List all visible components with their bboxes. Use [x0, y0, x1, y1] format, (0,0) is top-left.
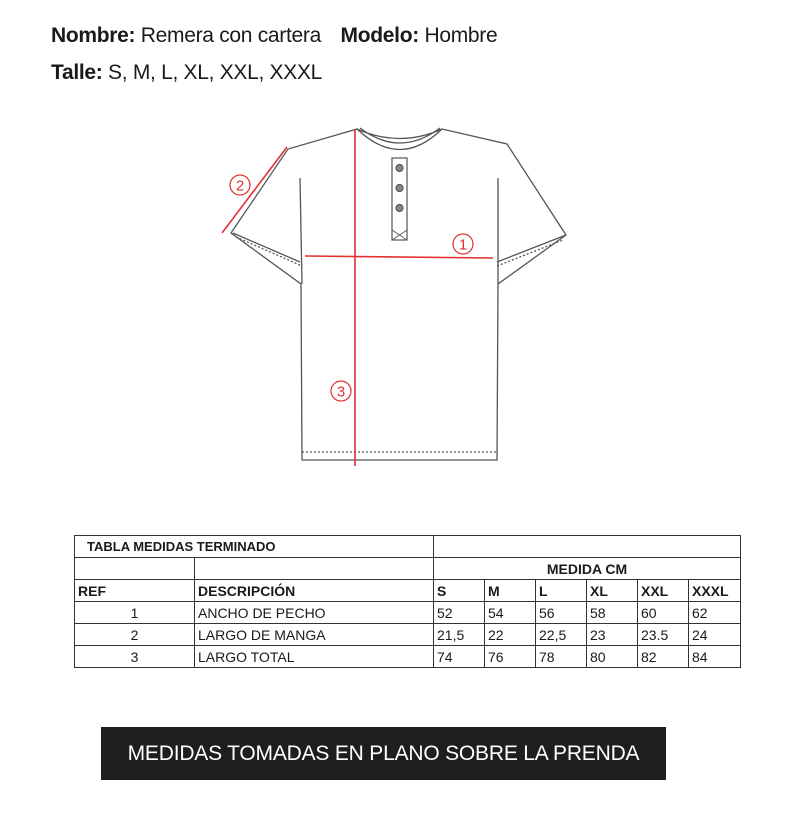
table-row	[75, 602, 741, 624]
banner-text: MEDIDAS TOMADAS EN PLANO SOBRE LA PRENDA	[127, 741, 640, 765]
value-cell: 80	[587, 646, 638, 668]
value-cell: 21,5	[434, 624, 485, 646]
shirt-outline	[231, 128, 566, 460]
measurements-table	[74, 535, 741, 668]
size-header: XXL	[638, 580, 689, 602]
value-cell: 60	[638, 602, 689, 624]
ref-cell: 1	[75, 602, 195, 624]
name-value: Remera con cartera	[140, 24, 321, 47]
ref-cell: 2	[75, 624, 195, 646]
value-cell: 76	[485, 646, 536, 668]
button-icon	[396, 185, 403, 192]
value-cell: 82	[638, 646, 689, 668]
size-header: XL	[587, 580, 638, 602]
value-cell: 52	[434, 602, 485, 624]
button-icon	[396, 205, 403, 212]
marker-2: 2	[235, 177, 245, 195]
table-title: TABLA MEDIDAS TERMINADO	[75, 536, 434, 558]
marker-1: 1	[458, 236, 468, 254]
value-cell: 54	[485, 602, 536, 624]
table-title-row	[75, 536, 741, 558]
ref-header: REF	[75, 580, 195, 602]
value-cell: 22,5	[536, 624, 587, 646]
desc-cell: LARGO DE MANGA	[195, 624, 434, 646]
value-cell: 22	[485, 624, 536, 646]
value-cell: 24	[689, 624, 741, 646]
size-header: L	[536, 580, 587, 602]
model-label: Modelo:	[340, 24, 419, 47]
size-header: XXXL	[689, 580, 741, 602]
value-cell: 78	[536, 646, 587, 668]
value-cell: 56	[536, 602, 587, 624]
value-cell: 62	[689, 602, 741, 624]
measure-unit-label: MEDIDA CM	[434, 558, 741, 580]
value-cell: 74	[434, 646, 485, 668]
model-value: Hombre	[424, 24, 498, 47]
size-label: Talle:	[51, 61, 103, 84]
size-header: M	[485, 580, 536, 602]
desc-cell: ANCHO DE PECHO	[195, 602, 434, 624]
value-cell: 23.5	[638, 624, 689, 646]
table-row	[75, 624, 741, 646]
value-cell: 84	[689, 646, 741, 668]
desc-header: DESCRIPCIÓN	[195, 580, 434, 602]
name-label: Nombre:	[51, 24, 136, 47]
button-icon	[396, 165, 403, 172]
table-unit-row	[75, 558, 741, 580]
desc-cell: LARGO TOTAL	[195, 646, 434, 668]
value-cell: 23	[587, 624, 638, 646]
table-row	[75, 646, 741, 668]
ref-cell: 3	[75, 646, 195, 668]
size-header: S	[434, 580, 485, 602]
value-cell: 58	[587, 602, 638, 624]
measurement-note-banner	[101, 727, 666, 780]
marker-3: 3	[336, 383, 346, 401]
size-value: S, M, L, XL, XXL, XXXL	[108, 61, 323, 84]
table-header-row	[75, 580, 741, 602]
